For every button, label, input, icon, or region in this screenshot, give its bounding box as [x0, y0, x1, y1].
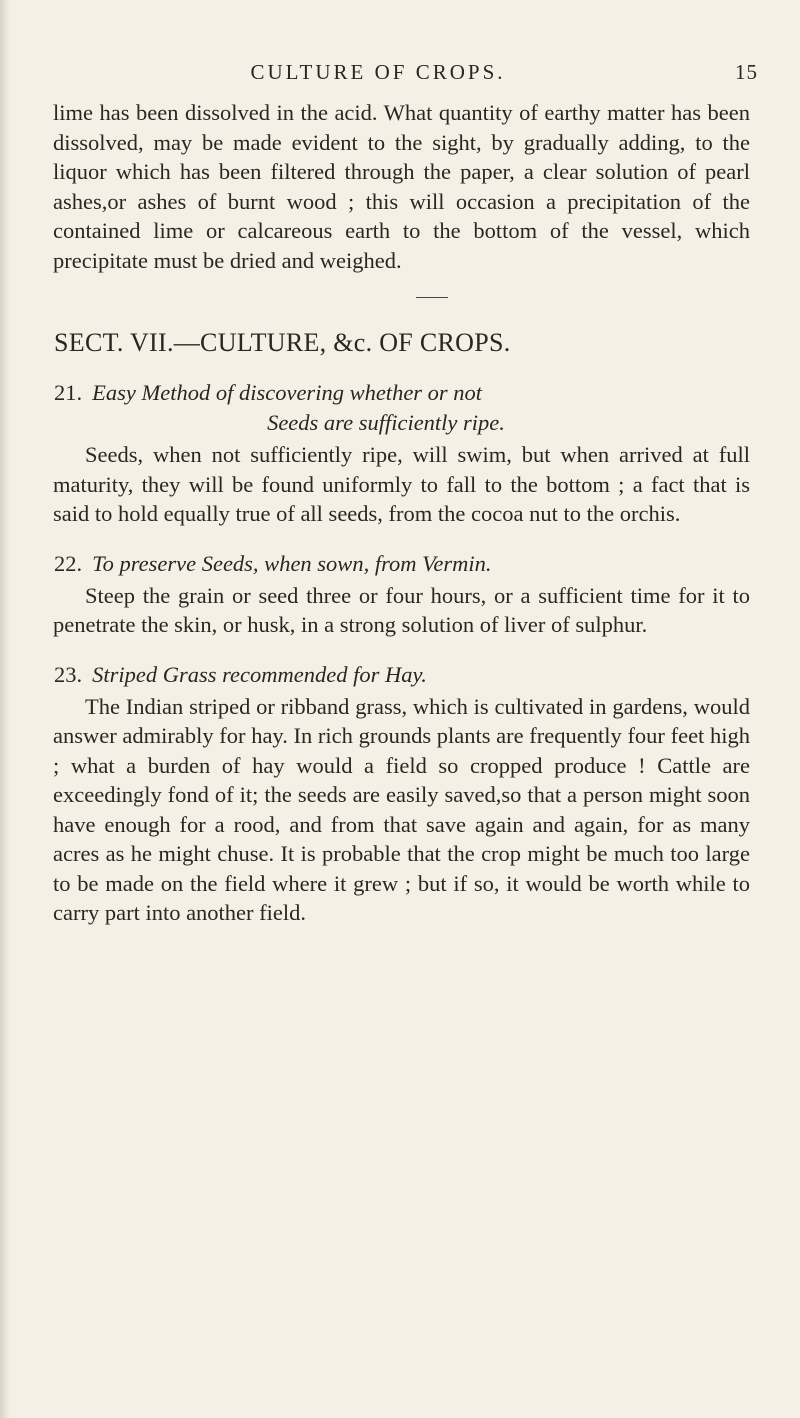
book-page [38, 60, 778, 928]
section-heading: SECT. VII.—CULTURE, &c. OF CROPS. [54, 328, 511, 357]
entry-title: To preserve Seeds, when sown, from Vermin. [92, 550, 492, 576]
page-number: 15 [735, 60, 758, 84]
entry-21 [38, 378, 778, 529]
entry-heading [38, 549, 778, 579]
section-divider [416, 297, 448, 298]
running-head [38, 60, 778, 94]
entry-number: 22. [54, 550, 83, 576]
entry-22 [38, 549, 778, 640]
entry-title-continued: Seeds are sufficiently ripe. [267, 410, 505, 435]
entry-body: Seeds, when not sufficiently ripe, will swim, but when arrived at full maturity, they will be found uniformly to fall to the bottom ; a fact that is said to hold equally true of all seeds, from the cocoa nut to the orchis. [53, 442, 750, 526]
entry-number: 21. [54, 380, 83, 405]
entry-23 [38, 660, 778, 928]
entry-title: Easy Method of discovering whether or not [92, 380, 483, 405]
intro-paragraph: lime has been dissolved in the acid. What quantity of earthy matter has been dissolved, may be made evident to the sight, by gradually adding, to the liquor which has been filtered through the paper, a clear solution of pearl ashes,or ashes of burnt wood ; this will occasion a precipitation of the contained lime or calcareous earth to the bottom of the vessel, which precipitate must be dried and weighed. [53, 100, 750, 273]
entry-heading [38, 378, 778, 438]
running-title: CULTURE OF CROPS. [250, 60, 506, 84]
entry-body: Steep the grain or seed three or four hours, or a sufficient time for it to penetrate the skin, or husk, in a strong solution of liver of sulphur. [53, 582, 750, 637]
entry-heading [38, 660, 778, 690]
page-gutter-shadow [0, 0, 10, 1418]
entry-title: Striped Grass recommended for Hay. [92, 661, 427, 687]
entry-body: The Indian striped or ribband grass, which is cultivated in gardens, would answer admirably for hay. In rich grounds plants are frequently four feet high ; what a burden of hay would a field so cropped produce ! Cattle are exceedingly fond of it; the seeds are easily saved,so that a person might soon have enough for a rood, and from that save again and again, for as many acres as he might chuse. It is probable that the crop might be much too large to be made on the field where it grew ; but if so, it would be worth while to carry part into another field. [53, 693, 750, 925]
entry-number: 23. [54, 661, 83, 687]
